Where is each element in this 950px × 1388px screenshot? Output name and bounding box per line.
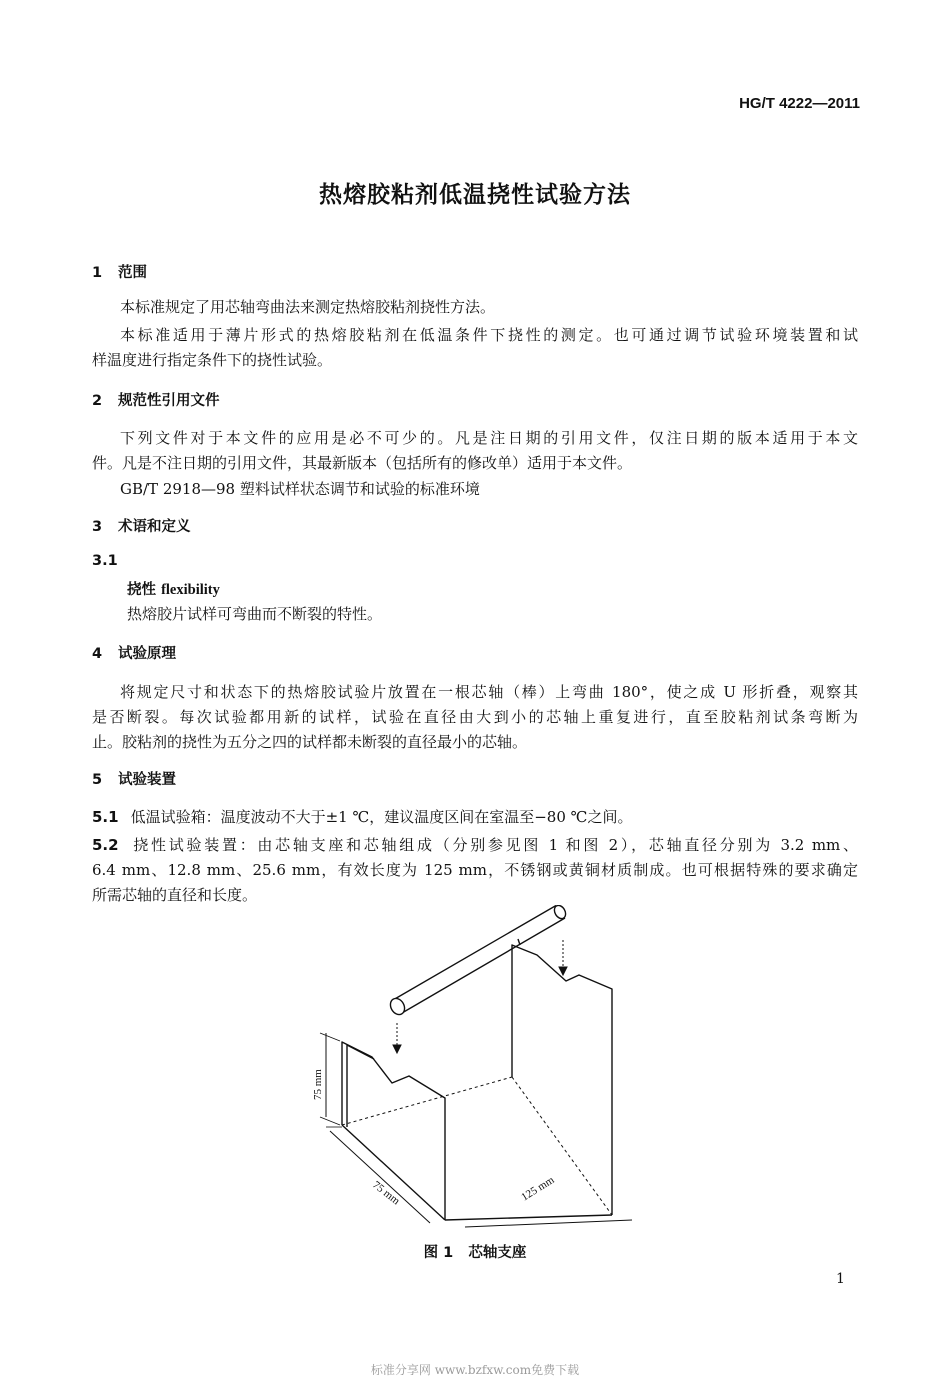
back-plate xyxy=(512,945,612,1215)
section-number: 1 xyxy=(92,265,103,281)
text-line: 本标准适用于薄片形式的热熔胶粘剂在低温条件下挠性的测定。也可通过调节试验环境装置和试 xyxy=(120,326,858,344)
section-2-heading xyxy=(92,389,220,410)
text-line: 本标准规定了用芯轴弯曲法来测定热熔胶粘剂挠性方法。 xyxy=(120,298,496,316)
text-line: 止。胶粘剂的挠性为五分之四的试样都未断裂的直径最小的芯轴。 xyxy=(92,733,528,751)
section-4-paragraph xyxy=(92,680,858,755)
figure-title: 芯轴支座 xyxy=(468,1245,527,1261)
text-line: 样温度进行指定条件下的挠性试验。 xyxy=(92,351,333,369)
section-number: 4 xyxy=(92,646,103,662)
section-1-paragraph-1 xyxy=(120,295,495,320)
section-title: 试验原理 xyxy=(118,646,176,662)
figure-caption xyxy=(0,1241,950,1262)
text-line: 下列文件对于本文件的应用是必不可少的。凡是注日期的引用文件，仅注日期的版本适用于本文 xyxy=(120,429,858,447)
section-number: 3 xyxy=(92,519,103,535)
figure-mandrel-support xyxy=(290,905,650,1235)
text-line: 6.4 mm、12.8 mm、25.6 mm，有效长度为 125 mm，不锈钢或黄铜材质制成。也可根据特殊的要求确定 xyxy=(92,861,858,879)
section-title: 规范性引用文件 xyxy=(118,393,220,409)
mandrel-rod xyxy=(388,905,568,1017)
page-number: 1 xyxy=(836,1271,845,1287)
watermark-footer: 标准分享网 www.bzfxw.com免费下载 xyxy=(370,1363,580,1377)
dimension-width-label: 75 mm xyxy=(370,1178,402,1208)
text-line: 将规定尺寸和状态下的热熔胶试验片放置在一根芯轴（棒）上弯曲 180°，使之成 U 形折叠，观察其 xyxy=(120,683,858,701)
document-title: 热熔胶粘剂低温挠性试验方法 xyxy=(319,182,631,208)
figure-number: 图 1 xyxy=(423,1245,454,1261)
subsection-3-1-number: 3.1 xyxy=(92,553,118,569)
text-line: 热熔胶片试样可弯曲而不断裂的特性。 xyxy=(127,605,383,623)
clause-5-1 xyxy=(92,805,632,830)
base-back-edge xyxy=(445,1215,612,1220)
term-label xyxy=(127,578,220,599)
clause-5-2 xyxy=(92,833,858,908)
text-line: 所需芯轴的直径和长度。 xyxy=(92,886,258,904)
term-english: flexibility xyxy=(161,582,220,598)
section-1-paragraph-2 xyxy=(92,323,858,373)
dimension-height-label: 75 mm xyxy=(312,1069,324,1100)
section-number: 5 xyxy=(92,772,103,788)
text-line: 是否断裂。每次试验都用新的试样，试验在直径由大到小的芯轴上重复进行，直至胶粘剂试条弯断为 xyxy=(92,708,858,726)
section-title: 范围 xyxy=(118,265,147,281)
clause-text: 低温试验箱：温度波动不大于±1 ℃，建议温度区间在室温至−80 ℃之间。 xyxy=(130,808,633,826)
section-number: 2 xyxy=(92,393,103,409)
text-line: GB/T 2918—98 塑料试样状态调节和试验的标准环境 xyxy=(120,480,480,498)
clause-number: 5.1 xyxy=(92,808,119,826)
hidden-edge xyxy=(342,1077,512,1125)
section-1-heading xyxy=(92,261,147,282)
term-definition xyxy=(127,602,382,627)
section-2-paragraph-1 xyxy=(92,426,858,476)
dimension-length-label: 125 mm xyxy=(519,1174,557,1204)
section-3-heading xyxy=(92,515,191,536)
section-4-heading xyxy=(92,642,176,663)
standard-code: HG/T 4222—2011 xyxy=(739,95,860,112)
text-line: 件。凡是不注日期的引用文件，其最新版本（包括所有的修改单）适用于本文件。 xyxy=(92,454,633,472)
clause-number: 5.2 xyxy=(92,836,119,854)
section-5-heading xyxy=(92,768,176,789)
clause-text: 挠性试验装置：由芯轴支座和芯轴组成（分别参见图 1 和图 2），芯轴直径分别为 3.2 mm、 xyxy=(130,836,858,854)
section-title: 试验装置 xyxy=(118,772,176,788)
term-chinese: 挠性 xyxy=(127,582,156,598)
section-title: 术语和定义 xyxy=(118,519,191,535)
normative-reference xyxy=(120,477,480,502)
